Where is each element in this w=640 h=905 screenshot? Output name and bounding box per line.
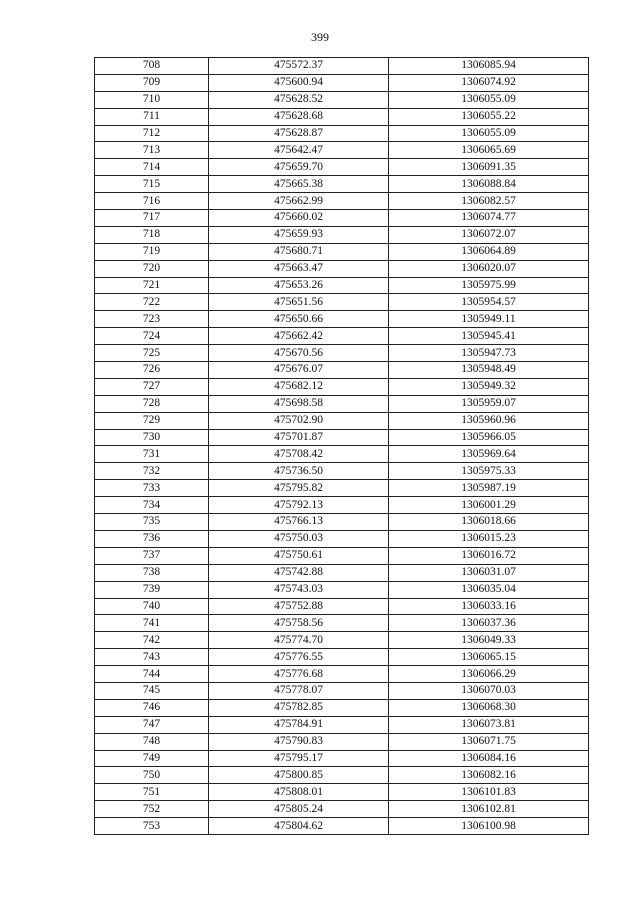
point-number-cell: 708: [95, 58, 209, 75]
point-number-cell: 709: [95, 74, 209, 91]
table-row: [95, 412, 589, 429]
x-coordinate-cell: 475750.03: [209, 530, 389, 547]
table-row: [95, 446, 589, 463]
y-coordinate-cell: 1306015.23: [389, 530, 589, 547]
x-coordinate-cell: 475805.24: [209, 801, 389, 818]
point-number-cell: 729: [95, 412, 209, 429]
point-number-cell: 753: [95, 818, 209, 835]
x-coordinate-cell: 475662.42: [209, 328, 389, 345]
table-row: [95, 193, 589, 210]
y-coordinate-cell: 1306101.83: [389, 784, 589, 801]
y-coordinate-cell: 1306055.09: [389, 91, 589, 108]
point-number-cell: 752: [95, 801, 209, 818]
y-coordinate-cell: 1305969.64: [389, 446, 589, 463]
table-row: [95, 260, 589, 277]
y-coordinate-cell: 1306037.36: [389, 615, 589, 632]
x-coordinate-cell: 475742.88: [209, 564, 389, 581]
point-number-cell: 740: [95, 598, 209, 615]
point-number-cell: 730: [95, 429, 209, 446]
point-number-cell: 732: [95, 463, 209, 480]
table-row: [95, 58, 589, 75]
point-number-cell: 710: [95, 91, 209, 108]
point-number-cell: 736: [95, 530, 209, 547]
point-number-cell: 741: [95, 615, 209, 632]
y-coordinate-cell: 1306074.92: [389, 74, 589, 91]
x-coordinate-cell: 475782.85: [209, 699, 389, 716]
point-number-cell: 745: [95, 682, 209, 699]
y-coordinate-cell: 1306084.16: [389, 750, 589, 767]
y-coordinate-cell: 1306018.66: [389, 514, 589, 531]
table-row: [95, 581, 589, 598]
x-coordinate-cell: 475653.26: [209, 277, 389, 294]
table-row: [95, 514, 589, 531]
x-coordinate-cell: 475708.42: [209, 446, 389, 463]
y-coordinate-cell: 1306065.15: [389, 649, 589, 666]
x-coordinate-cell: 475766.13: [209, 514, 389, 531]
table-row: [95, 125, 589, 142]
point-number-cell: 750: [95, 767, 209, 784]
table-row: [95, 74, 589, 91]
x-coordinate-cell: 475784.91: [209, 716, 389, 733]
x-coordinate-cell: 475795.17: [209, 750, 389, 767]
y-coordinate-cell: 1306001.29: [389, 497, 589, 514]
x-coordinate-cell: 475663.47: [209, 260, 389, 277]
y-coordinate-cell: 1306055.09: [389, 125, 589, 142]
point-number-cell: 716: [95, 193, 209, 210]
point-number-cell: 723: [95, 311, 209, 328]
x-coordinate-cell: 475743.03: [209, 581, 389, 598]
x-coordinate-cell: 475680.71: [209, 243, 389, 260]
x-coordinate-cell: 475758.56: [209, 615, 389, 632]
point-number-cell: 748: [95, 733, 209, 750]
table-row: [95, 666, 589, 683]
table-row: [95, 564, 589, 581]
y-coordinate-cell: 1306049.33: [389, 632, 589, 649]
x-coordinate-cell: 475774.70: [209, 632, 389, 649]
table-row: [95, 142, 589, 159]
x-coordinate-cell: 475808.01: [209, 784, 389, 801]
point-number-cell: 743: [95, 649, 209, 666]
table-row: [95, 378, 589, 395]
y-coordinate-cell: 1305947.73: [389, 345, 589, 362]
point-number-cell: 742: [95, 632, 209, 649]
x-coordinate-cell: 475600.94: [209, 74, 389, 91]
y-coordinate-cell: 1306073.81: [389, 716, 589, 733]
x-coordinate-cell: 475682.12: [209, 378, 389, 395]
y-coordinate-cell: 1305949.32: [389, 378, 589, 395]
table-row: [95, 277, 589, 294]
x-coordinate-cell: 475628.52: [209, 91, 389, 108]
x-coordinate-cell: 475701.87: [209, 429, 389, 446]
table-row: [95, 480, 589, 497]
point-number-cell: 728: [95, 395, 209, 412]
y-coordinate-cell: 1306085.94: [389, 58, 589, 75]
y-coordinate-cell: 1306066.29: [389, 666, 589, 683]
coordinates-table-body: [95, 58, 589, 835]
table-row: [95, 632, 589, 649]
table-row: [95, 159, 589, 176]
table-row: [95, 395, 589, 412]
y-coordinate-cell: 1305987.19: [389, 480, 589, 497]
table-row: [95, 294, 589, 311]
y-coordinate-cell: 1306088.84: [389, 176, 589, 193]
point-number-cell: 727: [95, 378, 209, 395]
point-number-cell: 717: [95, 210, 209, 227]
y-coordinate-cell: 1306082.16: [389, 767, 589, 784]
table-row: [95, 345, 589, 362]
point-number-cell: 731: [95, 446, 209, 463]
y-coordinate-cell: 1305954.57: [389, 294, 589, 311]
table-row: [95, 784, 589, 801]
y-coordinate-cell: 1305949.11: [389, 311, 589, 328]
y-coordinate-cell: 1306033.16: [389, 598, 589, 615]
point-number-cell: 733: [95, 480, 209, 497]
table-row: [95, 649, 589, 666]
table-row: [95, 598, 589, 615]
y-coordinate-cell: 1306031.07: [389, 564, 589, 581]
table-row: [95, 362, 589, 379]
x-coordinate-cell: 475776.68: [209, 666, 389, 683]
x-coordinate-cell: 475795.82: [209, 480, 389, 497]
table-row: [95, 108, 589, 125]
point-number-cell: 738: [95, 564, 209, 581]
x-coordinate-cell: 475792.13: [209, 497, 389, 514]
x-coordinate-cell: 475800.85: [209, 767, 389, 784]
table-row: [95, 176, 589, 193]
x-coordinate-cell: 475642.47: [209, 142, 389, 159]
point-number-cell: 718: [95, 226, 209, 243]
x-coordinate-cell: 475572.37: [209, 58, 389, 75]
point-number-cell: 746: [95, 699, 209, 716]
point-number-cell: 713: [95, 142, 209, 159]
x-coordinate-cell: 475676.07: [209, 362, 389, 379]
y-coordinate-cell: 1306074.77: [389, 210, 589, 227]
table-row: [95, 226, 589, 243]
y-coordinate-cell: 1306082.57: [389, 193, 589, 210]
table-row: [95, 328, 589, 345]
point-number-cell: 712: [95, 125, 209, 142]
point-number-cell: 711: [95, 108, 209, 125]
table-row: [95, 243, 589, 260]
y-coordinate-cell: 1305975.33: [389, 463, 589, 480]
point-number-cell: 720: [95, 260, 209, 277]
y-coordinate-cell: 1305945.41: [389, 328, 589, 345]
y-coordinate-cell: 1306035.04: [389, 581, 589, 598]
table-row: [95, 716, 589, 733]
table-row: [95, 615, 589, 632]
table-row: [95, 210, 589, 227]
point-number-cell: 722: [95, 294, 209, 311]
table-row: [95, 429, 589, 446]
y-coordinate-cell: 1305966.05: [389, 429, 589, 446]
y-coordinate-cell: 1305975.99: [389, 277, 589, 294]
point-number-cell: 735: [95, 514, 209, 531]
point-number-cell: 744: [95, 666, 209, 683]
y-coordinate-cell: 1306020.07: [389, 260, 589, 277]
point-number-cell: 734: [95, 497, 209, 514]
table-row: [95, 497, 589, 514]
x-coordinate-cell: 475776.55: [209, 649, 389, 666]
y-coordinate-cell: 1306100.98: [389, 818, 589, 835]
table-row: [95, 767, 589, 784]
x-coordinate-cell: 475804.62: [209, 818, 389, 835]
x-coordinate-cell: 475670.56: [209, 345, 389, 362]
y-coordinate-cell: 1306071.75: [389, 733, 589, 750]
point-number-cell: 714: [95, 159, 209, 176]
y-coordinate-cell: 1306072.07: [389, 226, 589, 243]
x-coordinate-cell: 475702.90: [209, 412, 389, 429]
x-coordinate-cell: 475628.87: [209, 125, 389, 142]
table-row: [95, 682, 589, 699]
y-coordinate-cell: 1306055.22: [389, 108, 589, 125]
x-coordinate-cell: 475659.93: [209, 226, 389, 243]
y-coordinate-cell: 1305960.96: [389, 412, 589, 429]
x-coordinate-cell: 475750.61: [209, 547, 389, 564]
table-row: [95, 818, 589, 835]
x-coordinate-cell: 475698.58: [209, 395, 389, 412]
y-coordinate-cell: 1305948.49: [389, 362, 589, 379]
point-number-cell: 715: [95, 176, 209, 193]
coordinates-table: [94, 57, 589, 835]
point-number-cell: 747: [95, 716, 209, 733]
y-coordinate-cell: 1306102.81: [389, 801, 589, 818]
y-coordinate-cell: 1306070.03: [389, 682, 589, 699]
table-row: [95, 801, 589, 818]
point-number-cell: 724: [95, 328, 209, 345]
y-coordinate-cell: 1306065.69: [389, 142, 589, 159]
table-row: [95, 750, 589, 767]
table-row: [95, 699, 589, 716]
x-coordinate-cell: 475665.38: [209, 176, 389, 193]
point-number-cell: 725: [95, 345, 209, 362]
x-coordinate-cell: 475650.66: [209, 311, 389, 328]
x-coordinate-cell: 475660.02: [209, 210, 389, 227]
y-coordinate-cell: 1306068.30: [389, 699, 589, 716]
point-number-cell: 739: [95, 581, 209, 598]
x-coordinate-cell: 475790.83: [209, 733, 389, 750]
y-coordinate-cell: 1306064.89: [389, 243, 589, 260]
y-coordinate-cell: 1306091.35: [389, 159, 589, 176]
x-coordinate-cell: 475659.70: [209, 159, 389, 176]
x-coordinate-cell: 475628.68: [209, 108, 389, 125]
x-coordinate-cell: 475651.56: [209, 294, 389, 311]
point-number-cell: 719: [95, 243, 209, 260]
table-row: [95, 311, 589, 328]
y-coordinate-cell: 1305959.07: [389, 395, 589, 412]
point-number-cell: 749: [95, 750, 209, 767]
point-number-cell: 751: [95, 784, 209, 801]
table-row: [95, 547, 589, 564]
page-number: 399: [311, 30, 329, 44]
y-coordinate-cell: 1306016.72: [389, 547, 589, 564]
table-row: [95, 91, 589, 108]
x-coordinate-cell: 475736.50: [209, 463, 389, 480]
x-coordinate-cell: 475778.07: [209, 682, 389, 699]
point-number-cell: 721: [95, 277, 209, 294]
table-row: [95, 463, 589, 480]
x-coordinate-cell: 475752.88: [209, 598, 389, 615]
table-row: [95, 733, 589, 750]
point-number-cell: 737: [95, 547, 209, 564]
x-coordinate-cell: 475662.99: [209, 193, 389, 210]
table-row: [95, 530, 589, 547]
point-number-cell: 726: [95, 362, 209, 379]
